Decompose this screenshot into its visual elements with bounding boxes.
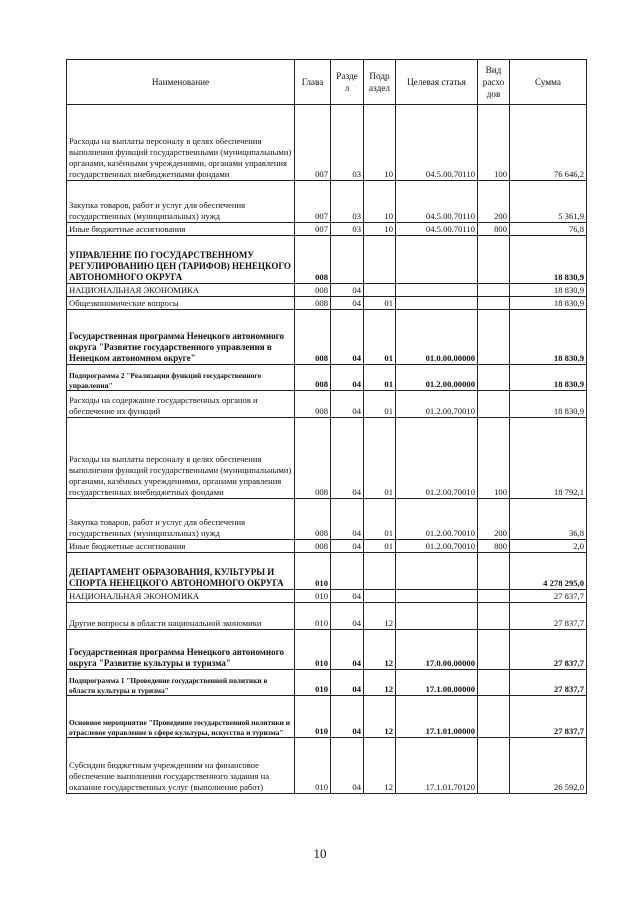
cell-kind: 100 <box>478 418 510 499</box>
cell-target: 04.5.00.70110 <box>396 223 478 236</box>
cell-section: 04 <box>331 540 364 553</box>
table-row <box>67 284 587 297</box>
cell-target: 01.2.00.70010 <box>396 391 478 418</box>
cell-section: 03 <box>331 181 364 223</box>
cell-subsection: 10 <box>364 181 396 223</box>
table-row <box>67 630 587 670</box>
cell-chapter: 010 <box>295 630 331 670</box>
table-row <box>67 365 587 391</box>
cell-subsection: 01 <box>364 418 396 499</box>
cell-kind: 200 <box>478 499 510 540</box>
header-chapter: Глава <box>295 60 331 105</box>
header-target: Целевая статья <box>396 60 478 105</box>
cell-chapter: 008 <box>295 418 331 499</box>
cell-subsection: 12 <box>364 630 396 670</box>
cell-name: Расходы на выплаты персоналу в целях обеспечения выполнения функций государственными (муниципальными) органами, казёнными учреждениями, органами управления государственных внебюджетными фондами <box>67 105 295 181</box>
cell-subsection: 01 <box>364 499 396 540</box>
cell-name: НАЦИОНАЛЬНАЯ ЭКОНОМИКА <box>67 284 295 297</box>
cell-name: УПРАВЛЕНИЕ ПО ГОСУДАРСТВЕННОМУ РЕГУЛИРОВАНИЮ ЦЕН (ТАРИФОВ) НЕНЕЦКОГО АВТОНОМНОГО ОКРУГА <box>67 236 295 284</box>
cell-target: 01.0.00.00000 <box>396 310 478 365</box>
cell-chapter: 010 <box>295 670 331 696</box>
cell-kind <box>478 553 510 590</box>
cell-kind <box>478 603 510 630</box>
cell-kind <box>478 696 510 738</box>
cell-amount: 5 361,9 <box>510 181 587 223</box>
cell-name: Расходы на содержание государственных органов и обеспечение их функций <box>67 391 295 418</box>
page-number: 10 <box>313 846 327 861</box>
table-row <box>67 391 587 418</box>
cell-subsection: 01 <box>364 540 396 553</box>
cell-target <box>396 590 478 603</box>
cell-subsection: 01 <box>364 297 396 310</box>
cell-amount: 76 646,2 <box>510 105 587 181</box>
cell-subsection: 10 <box>364 105 396 181</box>
table-row <box>67 590 587 603</box>
cell-amount: 18 830,9 <box>510 365 587 391</box>
cell-kind: 200 <box>478 181 510 223</box>
table-row <box>67 418 587 499</box>
cell-kind <box>478 630 510 670</box>
table-row <box>67 540 587 553</box>
cell-target <box>396 284 478 297</box>
cell-section: 04 <box>331 391 364 418</box>
cell-kind <box>478 297 510 310</box>
table-row <box>67 297 587 310</box>
header-subsection: Подр аздел <box>364 60 396 105</box>
cell-section: 04 <box>331 284 364 297</box>
cell-kind <box>478 391 510 418</box>
cell-chapter: 008 <box>295 284 331 297</box>
cell-chapter: 010 <box>295 696 331 738</box>
cell-name: Субсидии бюджетным учреждениям на финансовое обеспечение выполнения государственного задания на оказание государственных услуг (выполнение работ) <box>67 738 295 794</box>
cell-amount: 18 830,9 <box>510 236 587 284</box>
cell-section: 03 <box>331 105 364 181</box>
cell-section: 04 <box>331 365 364 391</box>
cell-name: Закупка товаров, работ и услуг для обеспечения государственных (муниципальных) нужд <box>67 499 295 540</box>
table-row <box>67 236 587 284</box>
table-row <box>67 181 587 223</box>
cell-amount: 76,8 <box>510 223 587 236</box>
cell-section: 04 <box>331 418 364 499</box>
cell-kind <box>478 236 510 284</box>
cell-kind <box>478 590 510 603</box>
cell-chapter: 010 <box>295 603 331 630</box>
cell-target: 01.2.00.70010 <box>396 540 478 553</box>
cell-name: Общеэкономические вопросы <box>67 297 295 310</box>
table-row <box>67 696 587 738</box>
table-row <box>67 738 587 794</box>
cell-section: 04 <box>331 297 364 310</box>
cell-target <box>396 553 478 590</box>
cell-name: Расходы на выплаты персоналу в целях обеспечения выполнения функций государственными (муниципальными) органами, казённых учреждениями, органами управления государственных внебюджетных фондами <box>67 418 295 499</box>
cell-name: Иные бюджетные ассигнования <box>67 540 295 553</box>
table-row <box>67 310 587 365</box>
cell-amount: 18 830,9 <box>510 310 587 365</box>
table-body <box>67 105 587 794</box>
cell-name: Государственная программа Ненецкого автономного округа "Развитие культуры и туризма" <box>67 630 295 670</box>
cell-section: 04 <box>331 738 364 794</box>
cell-kind: 800 <box>478 223 510 236</box>
cell-subsection <box>364 284 396 297</box>
cell-subsection <box>364 553 396 590</box>
cell-name: Иные бюджетные ассигнования <box>67 223 295 236</box>
cell-name: Основное мероприятие "Проведение государственной политики и отраслевое управление в сфере культуры, искусства и туризма" <box>67 696 295 738</box>
cell-subsection: 10 <box>364 223 396 236</box>
cell-target: 17.1.01.00000 <box>396 696 478 738</box>
cell-target: 04.5.00.70110 <box>396 105 478 181</box>
cell-name: Другие вопросы в области национальной экономики <box>67 603 295 630</box>
cell-target <box>396 236 478 284</box>
cell-name: Подпрограмма 2 "Реализация функций государственного управления" <box>67 365 295 391</box>
cell-subsection: 12 <box>364 738 396 794</box>
cell-kind: 100 <box>478 105 510 181</box>
cell-name: Подпрограмма 1 "Проведение государственной политики в области культуры и туризма" <box>67 670 295 696</box>
cell-chapter: 008 <box>295 297 331 310</box>
cell-chapter: 008 <box>295 236 331 284</box>
cell-name: НАЦИОНАЛЬНАЯ ЭКОНОМИКА <box>67 590 295 603</box>
cell-amount: 18 830,9 <box>510 284 587 297</box>
cell-chapter: 007 <box>295 223 331 236</box>
cell-chapter: 010 <box>295 738 331 794</box>
cell-amount: 27 837,7 <box>510 603 587 630</box>
cell-section <box>331 553 364 590</box>
header-name: Наименование <box>67 60 295 105</box>
table-header-row <box>67 60 587 105</box>
cell-chapter: 007 <box>295 105 331 181</box>
cell-target: 01.2.00.70010 <box>396 499 478 540</box>
cell-target: 04.5.00.70110 <box>396 181 478 223</box>
cell-chapter: 008 <box>295 391 331 418</box>
cell-amount: 4 278 295,0 <box>510 553 587 590</box>
cell-name: Закупка товаров, работ и услуг для обеспечения государственных (муниципальных) нужд <box>67 181 295 223</box>
cell-amount: 18 830,9 <box>510 391 587 418</box>
cell-section: 04 <box>331 630 364 670</box>
cell-amount: 27 837,7 <box>510 630 587 670</box>
cell-subsection: 01 <box>364 391 396 418</box>
cell-chapter: 008 <box>295 365 331 391</box>
cell-amount: 2,0 <box>510 540 587 553</box>
cell-target <box>396 603 478 630</box>
cell-subsection: 01 <box>364 310 396 365</box>
header-amount: Сумма <box>510 60 587 105</box>
table-row <box>67 670 587 696</box>
cell-kind <box>478 284 510 297</box>
cell-section: 04 <box>331 696 364 738</box>
table-row <box>67 223 587 236</box>
cell-chapter: 008 <box>295 310 331 365</box>
cell-chapter: 010 <box>295 553 331 590</box>
cell-section: 04 <box>331 590 364 603</box>
cell-chapter: 008 <box>295 499 331 540</box>
cell-section <box>331 236 364 284</box>
cell-subsection: 01 <box>364 365 396 391</box>
cell-section: 04 <box>331 499 364 540</box>
cell-subsection: 12 <box>364 696 396 738</box>
table-row <box>67 603 587 630</box>
cell-subsection: 12 <box>364 603 396 630</box>
cell-section: 04 <box>331 310 364 365</box>
cell-kind: 800 <box>478 540 510 553</box>
cell-name: Государственная программа Ненецкого автономного округа "Развитие государственного управления в Ненецком автономном округе" <box>67 310 295 365</box>
cell-target: 01.2.00.70010 <box>396 418 478 499</box>
cell-kind <box>478 738 510 794</box>
cell-section: 04 <box>331 603 364 630</box>
cell-subsection <box>364 236 396 284</box>
cell-target: 17.0.00.00000 <box>396 630 478 670</box>
header-kind: Вид расхо дов <box>478 60 510 105</box>
cell-amount: 18 792,1 <box>510 418 587 499</box>
cell-target <box>396 297 478 310</box>
cell-target: 17.1.01.70120 <box>396 738 478 794</box>
cell-kind <box>478 365 510 391</box>
cell-section: 03 <box>331 223 364 236</box>
cell-kind <box>478 670 510 696</box>
budget-table <box>66 59 587 794</box>
cell-name: ДЕПАРТАМЕНТ ОБРАЗОВАНИЯ, КУЛЬТУРЫ И СПОРТА НЕНЕЦКОГО АВТОНОМНОГО ОКРУГА <box>67 553 295 590</box>
cell-amount: 27 837,7 <box>510 696 587 738</box>
cell-target: 17.1.00.00000 <box>396 670 478 696</box>
table-row <box>67 499 587 540</box>
cell-chapter: 007 <box>295 181 331 223</box>
cell-chapter: 010 <box>295 590 331 603</box>
cell-chapter: 008 <box>295 540 331 553</box>
cell-subsection <box>364 590 396 603</box>
cell-kind <box>478 310 510 365</box>
cell-amount: 26 592,0 <box>510 738 587 794</box>
cell-amount: 27 837,7 <box>510 670 587 696</box>
cell-amount: 27 837,7 <box>510 590 587 603</box>
cell-section: 04 <box>331 670 364 696</box>
cell-subsection: 12 <box>364 670 396 696</box>
cell-amount: 18 830,9 <box>510 297 587 310</box>
cell-target: 01.2.00.00000 <box>396 365 478 391</box>
header-section: Разде л <box>331 60 364 105</box>
cell-amount: 36,8 <box>510 499 587 540</box>
table-row <box>67 553 587 590</box>
table-row <box>67 105 587 181</box>
